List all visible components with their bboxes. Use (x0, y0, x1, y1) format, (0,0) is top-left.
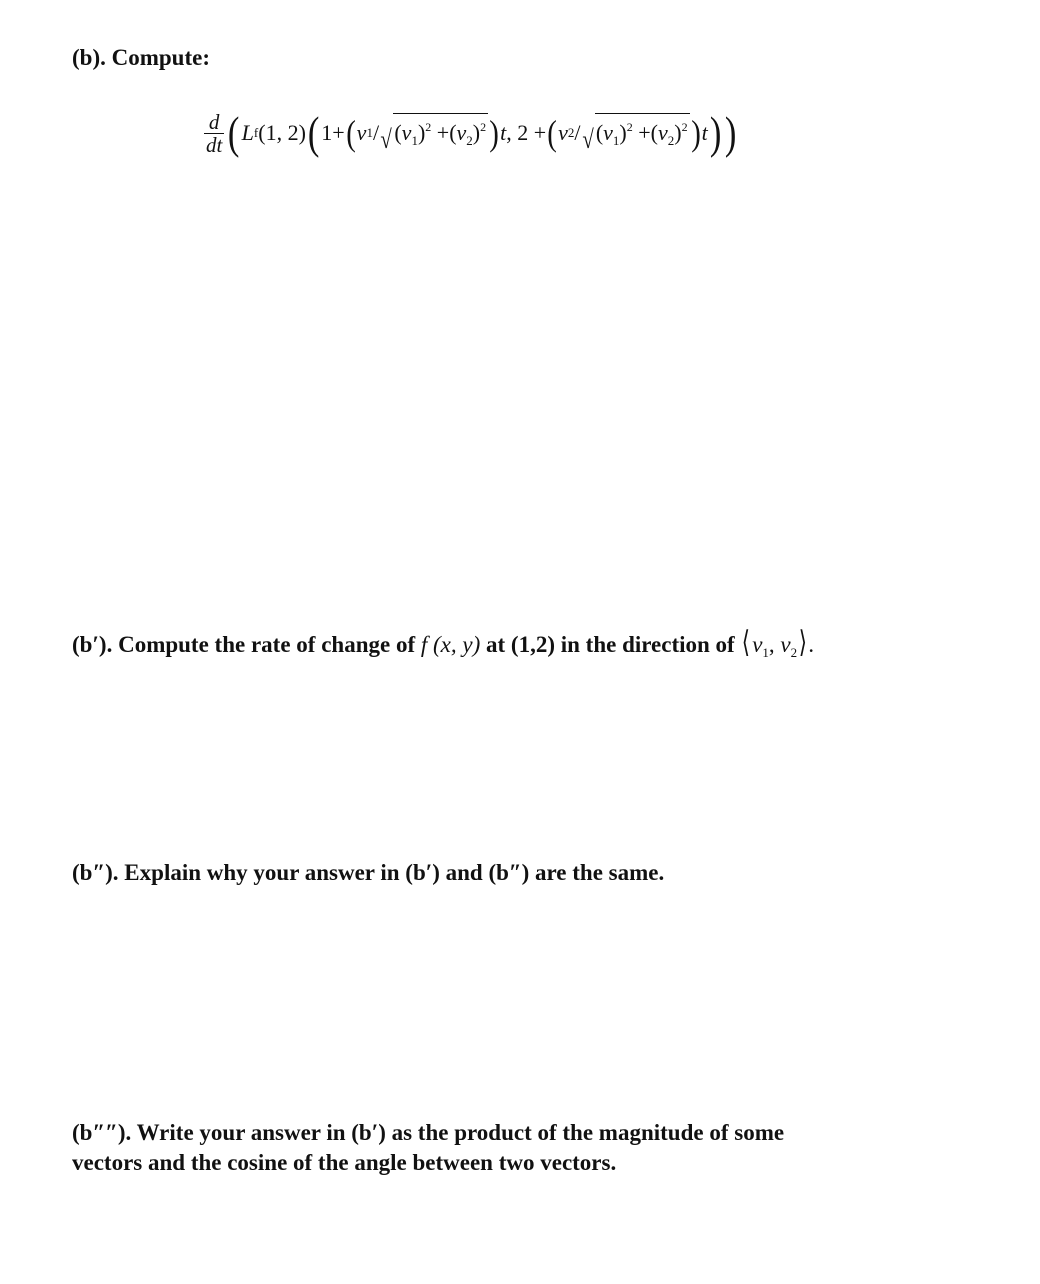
period: . (808, 632, 815, 657)
part-b-prime-heading (72, 628, 815, 668)
t-variable: t (701, 120, 708, 145)
frac-numerator: d (208, 109, 220, 134)
v-symbol: v (658, 120, 668, 145)
plus-sign: + (632, 120, 651, 145)
v-subscript: 1 (762, 645, 769, 660)
norm-sqrt: √ $(v_1)^2 +(v_2)^2$ (581, 113, 690, 153)
t-variable: t (500, 120, 507, 145)
norm-sqrt: √ $(v_1)^2 +(v_2)^2$ (379, 113, 488, 153)
v-subscript: 2 (567, 125, 575, 140)
v-symbol: v (752, 632, 763, 657)
linearization-symbol: L (241, 120, 254, 145)
division-slash: / (574, 120, 581, 145)
v-subscript: 2 (790, 645, 798, 660)
v-subscript: 1 (411, 133, 418, 148)
v-symbol: v (401, 120, 412, 145)
part-b-prime-text-start: (b′). Compute the rate of change of (72, 632, 421, 657)
v-subscript: 1 (612, 133, 620, 148)
comma-two-plus: , 2 + (506, 120, 547, 145)
v-symbol: v (558, 120, 568, 145)
square-exponent: 2 (626, 120, 633, 134)
direction-vector: $⟨v_1$, $v_2⟩$ (742, 626, 808, 660)
function-expression: f (x, y) (420, 632, 481, 657)
base-point: (1, 2) (258, 120, 306, 145)
plus-sign: + (431, 120, 450, 145)
v-subscript: 2 (667, 133, 675, 148)
v-subscript: 2 (466, 133, 473, 148)
v-symbol: v (603, 120, 613, 145)
derivative-formula: $\frac{d}{dt}$ ( L f (1, 2) ( 1+ ( v 1 / √ $(v_1)^2 +(v_2)^2$ ) t , 2 + ( v 2 / √ $(v_1)^2 +(v_2)^2$ ) t ) ) (206, 107, 737, 158)
part-b-prime-text-mid: at (1,2) in the direction of (480, 632, 741, 657)
part-b-heading: (b). Compute: (72, 45, 210, 70)
part-b-quad-prime-line2: vectors and the cosine of the angle between two vectors. (72, 1150, 617, 1175)
d-dt-fraction (204, 111, 224, 156)
linearization-subscript: f (253, 125, 259, 140)
v-symbol: v (780, 632, 791, 657)
square-exponent: 2 (425, 120, 432, 134)
square-exponent: 2 (681, 120, 688, 134)
v-symbol: v (456, 120, 467, 145)
part-b-double-prime-heading: (b″). Explain why your answer in (b′) and (b″) are the same. (72, 860, 665, 885)
frac-denominator: dt (206, 132, 223, 157)
v-subscript: 1 (366, 125, 373, 140)
one-plus: 1+ (321, 120, 345, 145)
v-symbol: v (356, 120, 367, 145)
square-exponent: 2 (480, 120, 487, 134)
division-slash: / (372, 120, 380, 145)
part-b-quad-prime-line1: (b″″). Write your answer in (b′) as the product of the magnitude of some (72, 1120, 785, 1145)
